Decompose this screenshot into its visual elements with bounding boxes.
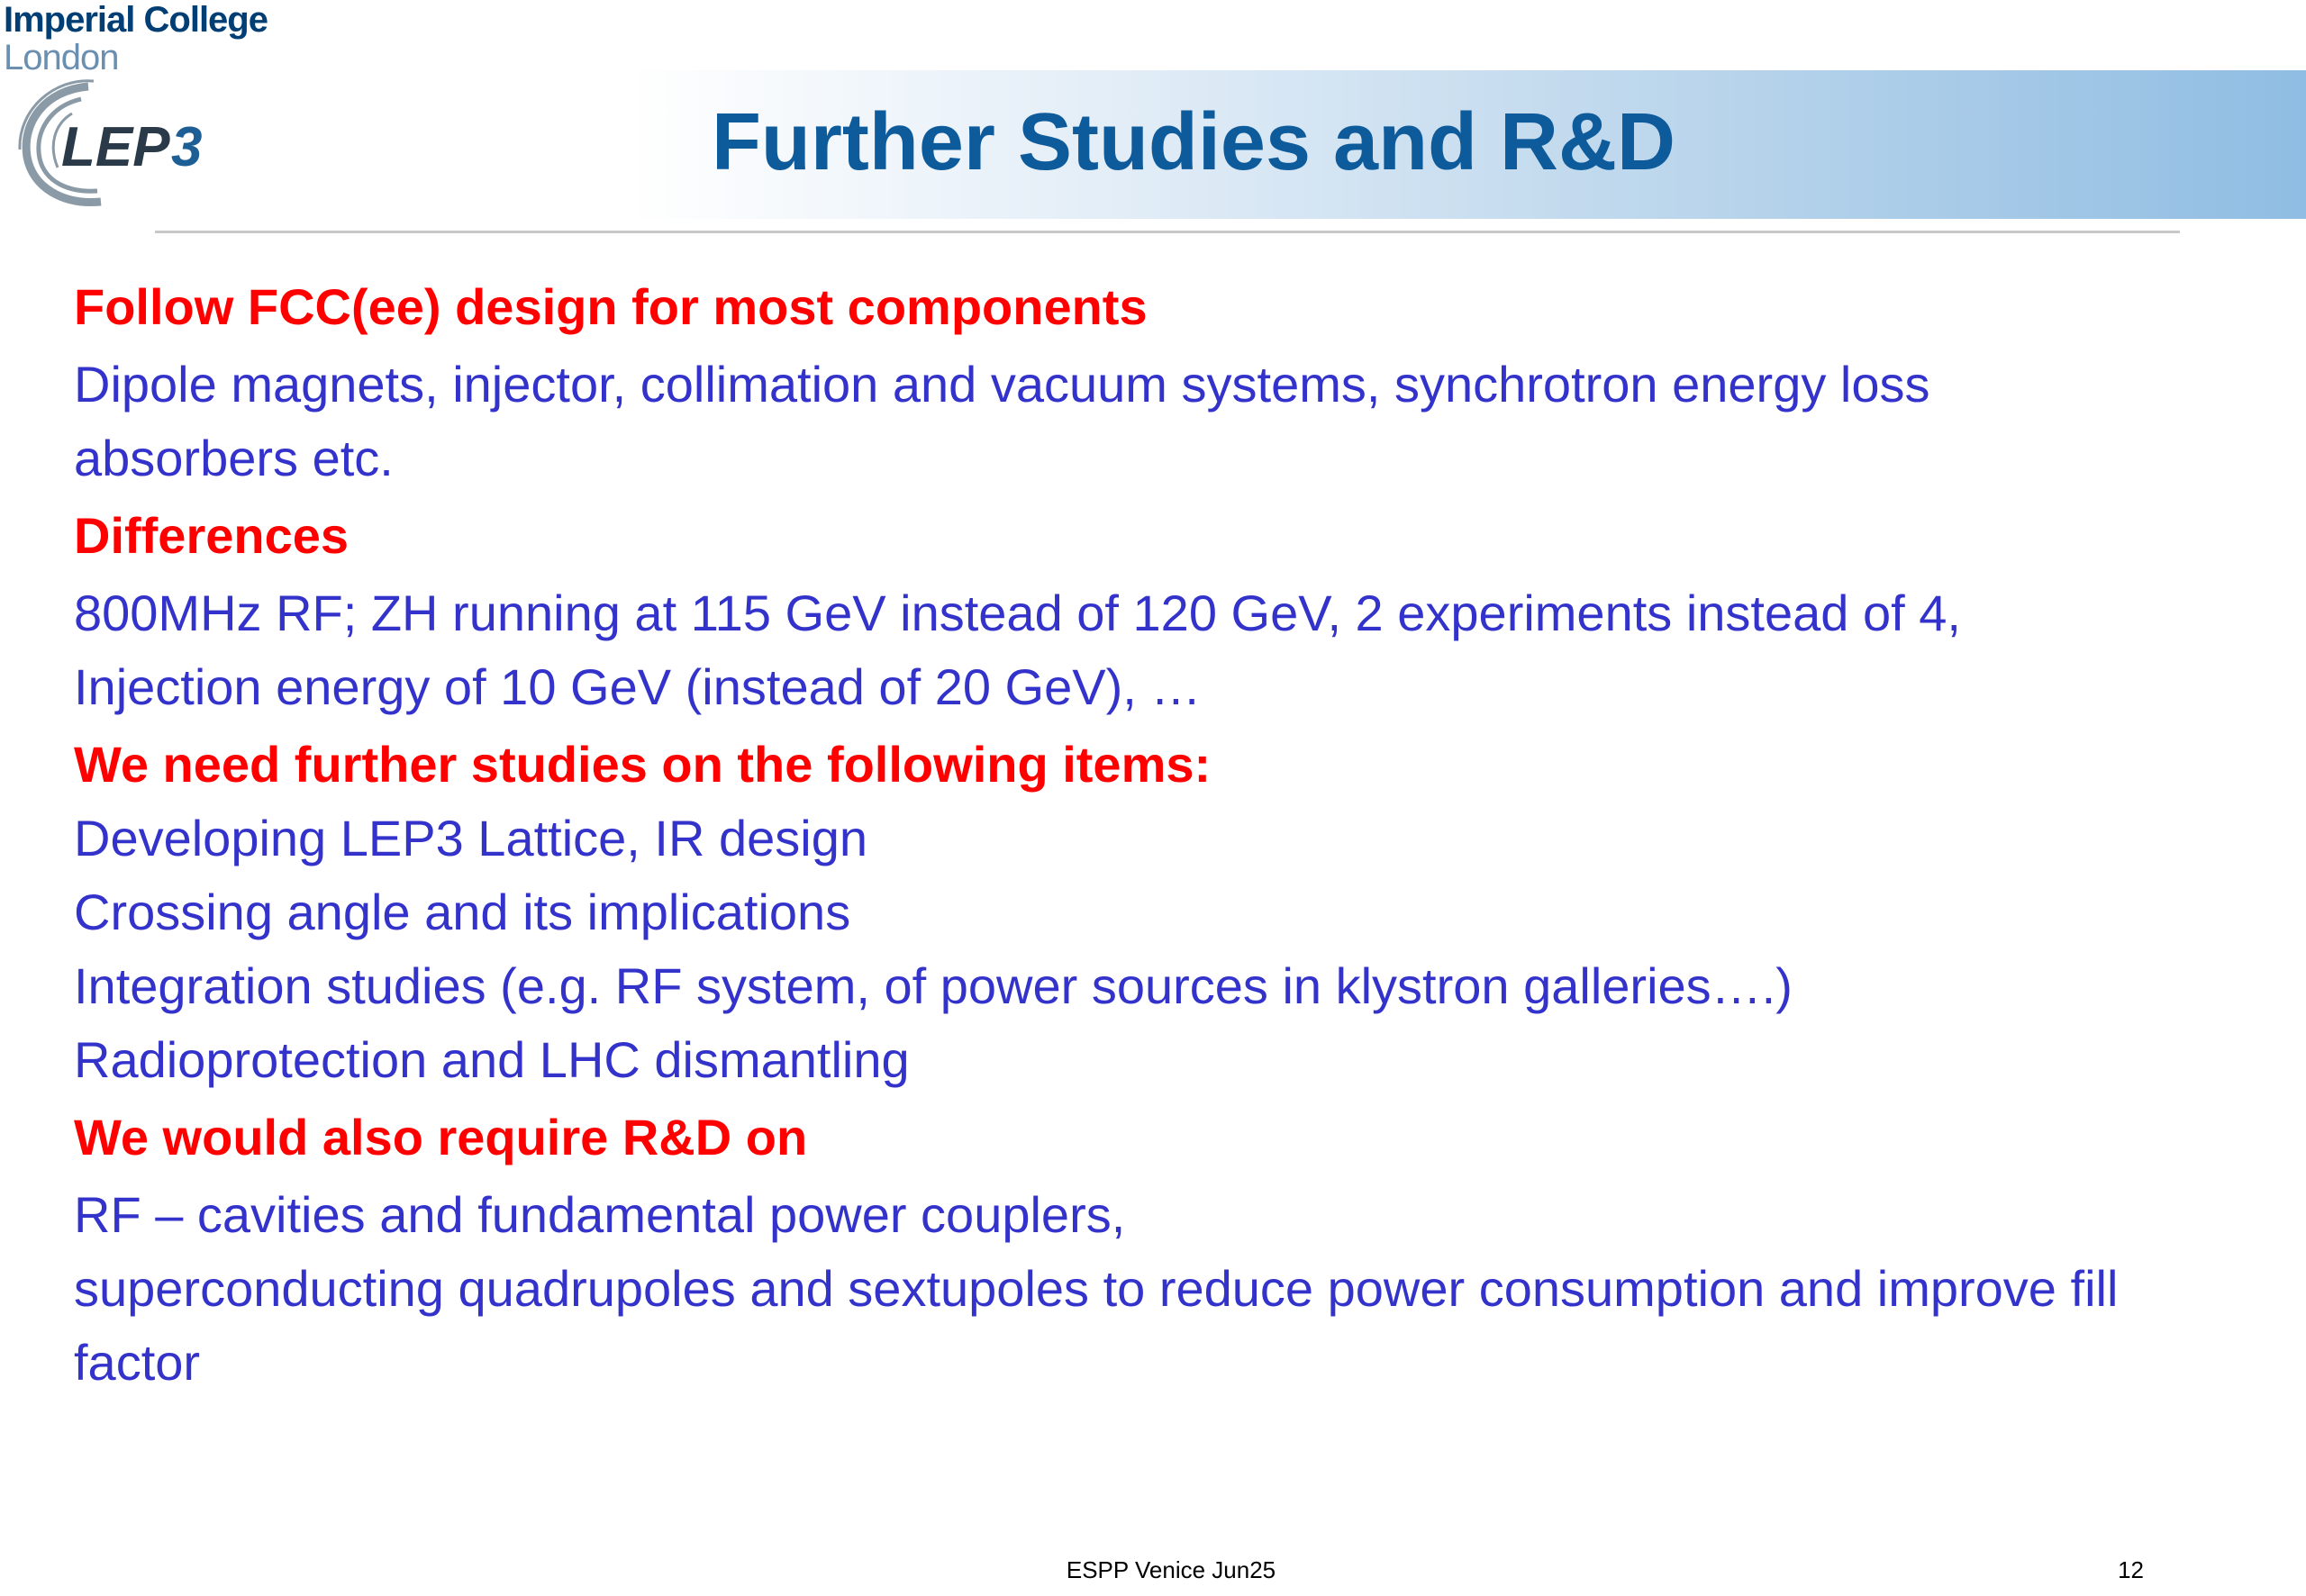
- section-paragraph: [74, 348, 2272, 495]
- section-heading: We would also require R&D on: [74, 1109, 808, 1165]
- paragraph-line: RF – cavities and fundamental power couplers,: [74, 1186, 1126, 1243]
- paragraph-line: 800MHz RF; ZH running at 115 GeV instead of 120 GeV, 2 experiments instead of 4,: [74, 585, 1961, 641]
- slide-title: Further Studies and R&D: [711, 97, 1676, 187]
- section-paragraph: [74, 576, 2272, 724]
- section-paragraph: [74, 802, 2272, 1097]
- page-number: 12: [2118, 1556, 2144, 1583]
- paragraph-line: absorbers etc.: [74, 430, 394, 486]
- paragraph-line: Dipole magnets, injector, collimation and vacuum systems, synchrotron energy loss: [74, 356, 1930, 413]
- paragraph-line: superconducting quadrupoles and sextupoles to reduce power consumption and improve fill: [74, 1260, 2119, 1317]
- lep3-logo-text: LEP: [61, 116, 170, 178]
- paragraph-line: Crossing angle and its implications: [74, 884, 851, 940]
- paragraph-line: Integration studies (e.g. RF system, of power sources in klystron galleries….): [74, 957, 1793, 1014]
- svg-text:3: 3: [171, 116, 203, 178]
- slide-content: [74, 270, 2272, 1400]
- section-heading: Differences: [74, 507, 350, 564]
- paragraph-line: Injection energy of 10 GeV (instead of 20 GeV), …: [74, 658, 1202, 715]
- institution-name-line2: London: [4, 38, 119, 77]
- imperial-college-logo: [4, 0, 274, 81]
- paragraph-line: Developing LEP3 Lattice, IR design: [74, 810, 867, 866]
- institution-name-line1: Imperial College: [4, 0, 268, 40]
- footer-event: ESPP Venice Jun25: [1066, 1556, 1276, 1583]
- section-heading: We need further studies on the following items:: [74, 736, 1212, 793]
- section-heading: Follow FCC(ee) design for most components: [74, 278, 1148, 335]
- paragraph-line: factor: [74, 1334, 201, 1391]
- section-paragraph: [74, 1178, 2272, 1400]
- paragraph-line: Radioprotection and LHC dismantling: [74, 1031, 910, 1088]
- title-divider: [155, 231, 2180, 233]
- lep3-logo: [18, 77, 225, 208]
